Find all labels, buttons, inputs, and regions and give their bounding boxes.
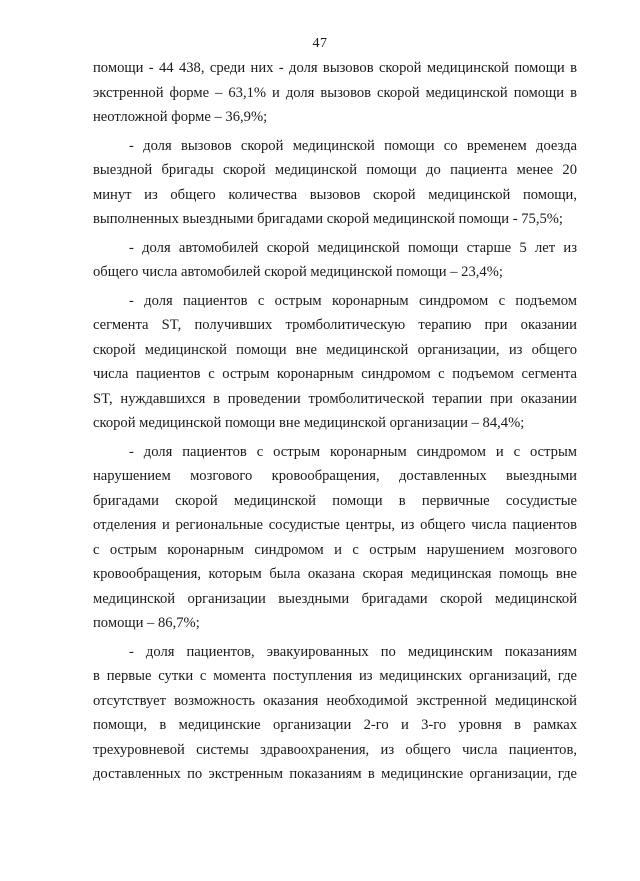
text-line: сегмента ST, получивших тромболитическую терапию при оказании (93, 317, 577, 333)
text-line: доставленных по экстренным показаниям в медицинские организации, где (93, 766, 577, 782)
text-line: экстренной форме – 63,1% и доля вызовов скорой медицинской помощи в (93, 84, 577, 101)
text-line: в первые сутки с момента поступления из медицинских организаций, где (93, 668, 577, 684)
text-line: - доля вызовов скорой медицинской помощи со временем доезда (129, 137, 577, 154)
text-line: неотложной форме – 36,9%; (93, 109, 268, 125)
paragraph-vehicle-age (93, 236, 577, 285)
text-line: минут из общего количества вызовов скорой медицинской помощи, (93, 186, 577, 203)
text-line: нарушением мозгового кровообращения, доставленных выездными (93, 468, 577, 484)
text-line: помощи – 86,7%; (93, 615, 200, 631)
text-line: трехуровневой системы здравоохранения, из общего числа пациентов, (93, 741, 577, 758)
text-line: отсутствует возможность оказания необходимой экстренной медицинской (93, 692, 577, 709)
text-line: скорой медицинской помощи вне медицинской организации – 84,4%; (93, 415, 525, 431)
text-line: - доля пациентов с острым коронарным синдромом и с острым (129, 443, 577, 460)
text-line: общего числа автомобилей скорой медицинской помощи – 23,4%; (93, 264, 503, 280)
text-line: - доля пациентов, эвакуированных по медицинским показаниям (129, 643, 577, 660)
text-line: с острым коронарным синдромом и с острым нарушением мозгового (93, 541, 577, 558)
document-body (93, 56, 577, 787)
text-line: кровообращения, которым была оказана скорая медицинская помощь вне (93, 566, 577, 582)
text-line: ST, нуждавшихся в проведении тромболитической терапии при оказании (93, 390, 577, 407)
text-line: - доля пациентов с острым коронарным синдромом с подъемом (129, 292, 577, 309)
paragraph-emergency-calls (93, 56, 577, 130)
text-line: медицинской организации выездными бригадами скорой медицинской (93, 590, 577, 607)
text-line: - доля автомобилей скорой медицинской помощи старше 5 лет из (129, 239, 577, 256)
paragraph-vascular-centers (93, 440, 577, 636)
paragraph-arrival-time (93, 134, 577, 232)
paragraph-evacuated-patients (93, 640, 577, 787)
text-line: отделения и региональные сосудистые центры, из общего числа пациентов (93, 517, 577, 533)
paragraph-thrombolytic-therapy (93, 289, 577, 436)
text-line: выполненных выездными бригадами скорой медицинской помощи - 75,5%; (93, 211, 563, 227)
text-line: помощи, в медицинские организации 2-го и 3-го уровня в рамках (93, 717, 577, 733)
text-line: скорой медицинской помощи вне медицинской организации, из общего (93, 341, 577, 358)
text-line: выездной бригады скорой медицинской помощи до пациента менее 20 (93, 162, 577, 178)
text-line: бригадами скорой медицинской помощи в первичные сосудистые (93, 492, 577, 509)
page-number: 47 (312, 36, 328, 51)
text-line: помощи - 44 438, среди них - доля вызовов скорой медицинской помощи в (93, 60, 577, 76)
text-line: числа пациентов с острым коронарным синдромом с подъемом сегмента (93, 366, 577, 382)
